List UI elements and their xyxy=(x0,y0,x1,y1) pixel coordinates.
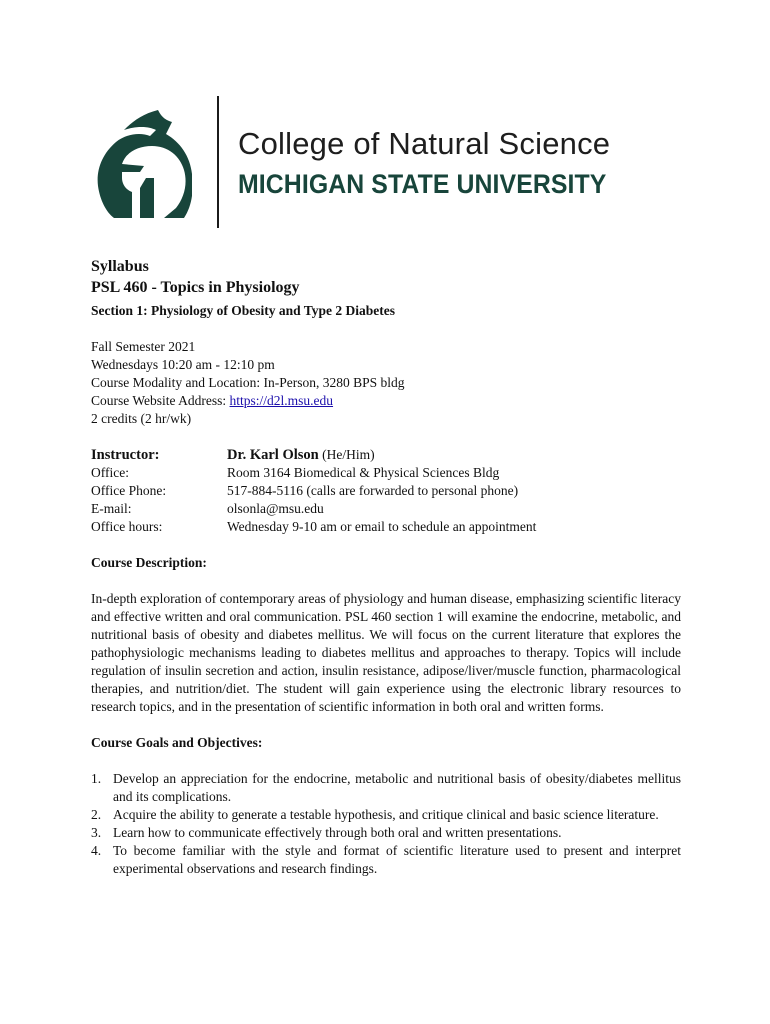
email-row xyxy=(91,500,681,518)
header-divider xyxy=(217,96,219,228)
course-title: PSL 460 - Topics in Physiology xyxy=(91,279,300,296)
email-label: E-mail: xyxy=(91,501,132,516)
college-name: College of Natural Science xyxy=(238,126,611,161)
section-title: Section 1: Physiology of Obesity and Type 2 Diabetes xyxy=(91,303,396,318)
credits: 2 credits (2 hr/wk) xyxy=(91,411,192,426)
university-name: MICHIGAN STATE UNIVERSITY xyxy=(238,169,607,199)
schedule: Wednesdays 10:20 am - 12:10 pm xyxy=(91,357,275,372)
website-link[interactable]: https://d2l.msu.edu xyxy=(229,393,334,408)
email-value: olsonla@msu.edu xyxy=(227,501,324,516)
hours-value: Wednesday 9-10 am or email to schedule an appointment xyxy=(227,519,537,534)
office-row xyxy=(91,464,681,482)
website-line xyxy=(91,392,681,410)
office-value: Room 3164 Biomedical & Physical Sciences Bldg xyxy=(227,465,500,480)
phone-row xyxy=(91,482,681,500)
list-item: 3. Learn how to communicate effectively through both oral and written presentations. xyxy=(91,825,562,840)
list-item: 4. To become familiar with the style and format of scientific literature used to present and interpret experimental observations and research findings. xyxy=(91,843,681,876)
hours-row xyxy=(91,518,681,536)
phone-label: Office Phone: xyxy=(91,483,167,498)
instructor-label: Instructor: xyxy=(91,447,160,463)
goals-heading: Course Goals and Objectives: xyxy=(91,735,263,750)
modality: Course Modality and Location: In-Person, 3280 BPS bldg xyxy=(91,375,405,390)
description-text: In-depth exploration of contemporary areas of physiology and human disease, emphasizing scientific literacy and effective written and oral communication. PSL 460 section 1 will examine the endocrine, metabolic, and nutritional basis of obesity and diabetes mellitus. We will focus on the current literature that explores the pathophysiologic mechanisms leading to diabetes mellitus and approaches to therapy. Topics will include regulation of insulin secretion and action, insulin resistance, adipose/liver/muscle function, pharmacological therapies, and nutrition/diet. The student will gain experience using the electronic library resources to research topics, and in the presentation of scientific information in both oral and written forms. xyxy=(91,591,681,714)
course-info xyxy=(91,338,681,428)
syllabus-label: Syllabus xyxy=(91,258,149,275)
description-heading: Course Description: xyxy=(91,555,207,570)
semester: Fall Semester 2021 xyxy=(91,339,196,354)
msu-header xyxy=(88,96,688,232)
instructor-pronouns: (He/Him) xyxy=(318,447,375,462)
instructor-row xyxy=(91,446,681,464)
instructor-info xyxy=(91,446,681,536)
office-label: Office: xyxy=(91,465,129,480)
spartan-helmet-icon xyxy=(92,108,192,220)
phone-value: 517-884-5116 (calls are forwarded to personal phone) xyxy=(227,483,519,498)
list-item: 1. Develop an appreciation for the endocrine, metabolic and nutritional basis of obesity/diabetes mellitus and its complications. xyxy=(91,771,681,804)
instructor-name: Dr. Karl Olson xyxy=(227,447,319,463)
goals-list xyxy=(91,770,681,878)
syllabus-content xyxy=(91,256,681,878)
website-label: Course Website Address: xyxy=(91,393,230,408)
list-item: 2. Acquire the ability to generate a testable hypothesis, and critique clinical and basic science literature. xyxy=(91,807,659,822)
hours-label: Office hours: xyxy=(91,519,163,534)
